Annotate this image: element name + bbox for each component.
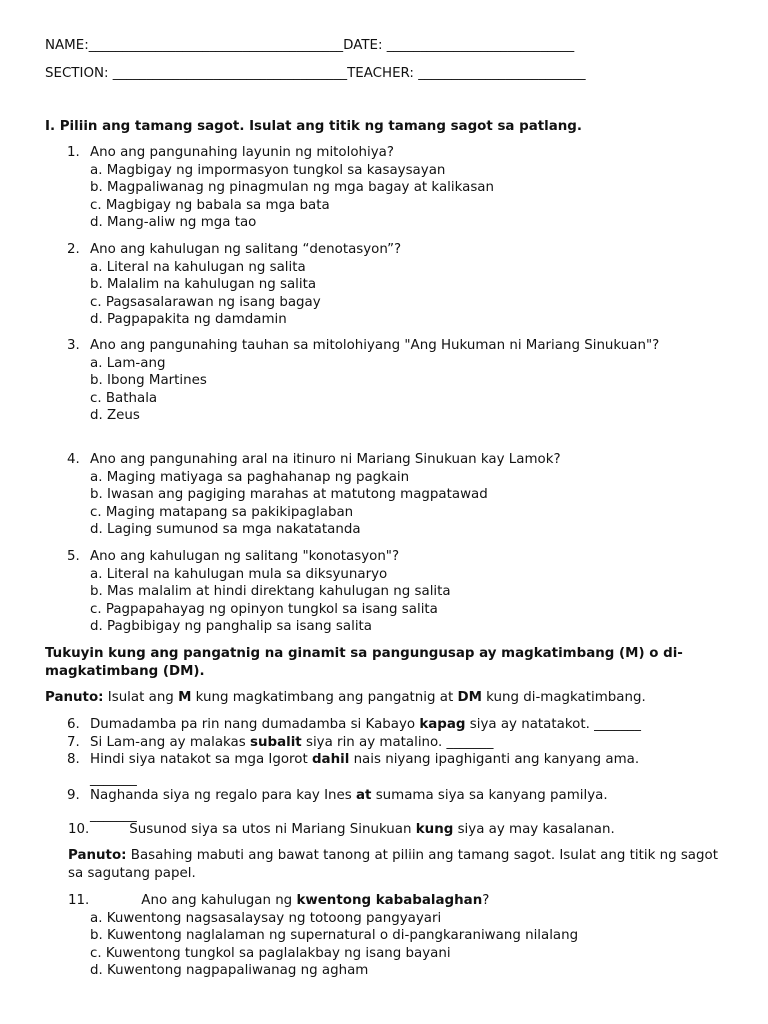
question-1 bbox=[67, 144, 730, 232]
option-b: b. Magpaliwanag ng pinagmulan ng mga bagay at kalikasan bbox=[90, 180, 494, 195]
question-stem: Ano ang pangunahing aral na itinuro ni Mariang Sinukuan kay Lamok? bbox=[90, 452, 561, 467]
item-text: Susunod siya sa utos ni Mariang Sinukuan bbox=[129, 822, 416, 837]
panuto-m: M bbox=[178, 690, 192, 705]
option-a: a. Kuwentong nagsasalaysay ng totoong pangyayari bbox=[90, 910, 442, 926]
answer-blank[interactable]: _______ bbox=[90, 771, 137, 787]
option-c: c. Bathala bbox=[90, 390, 158, 406]
item-conjunction: dahil bbox=[311, 752, 350, 767]
question-stem: Ano ang pangunahing layunin ng mitolohiya? bbox=[90, 145, 394, 160]
question-stem bbox=[68, 892, 708, 910]
option-d: d. Pagpapakita ng damdamin bbox=[90, 312, 287, 327]
item-number: 7. bbox=[67, 735, 80, 750]
question-3 bbox=[67, 337, 730, 425]
item-text: Dumadamba pa rin nang dumadamba si Kabayo bbox=[90, 717, 420, 732]
option-b: b. Mas malalim at hindi direktang kahulugan ng salita bbox=[90, 584, 451, 599]
option-d: d. Mang-aliw ng mga tao bbox=[90, 215, 257, 230]
part2-instruction: Tukuyin kung ang pangatnig na ginamit sa pangungusap ay magkatimbang (M) o di-magkatimbang (DM). bbox=[45, 646, 683, 679]
item-8 bbox=[67, 751, 730, 788]
question-number: 3. bbox=[67, 338, 80, 353]
item-9 bbox=[67, 787, 730, 824]
option-b: b. Malalim na kahulugan ng salita bbox=[90, 277, 317, 292]
question-11 bbox=[68, 892, 708, 980]
item-conjunction: kapag bbox=[419, 717, 466, 732]
item-7 bbox=[67, 734, 730, 752]
item-number: 10. bbox=[68, 822, 90, 837]
question-4 bbox=[67, 451, 730, 539]
item-6 bbox=[67, 716, 730, 734]
option-a: a. Lam-ang bbox=[90, 355, 166, 371]
question-number: 4. bbox=[67, 452, 80, 467]
option-c: c. Magbigay ng babala sa mga bata bbox=[90, 197, 330, 213]
option-c: c. Pagpapahayag ng opinyon tungkol sa isang salita bbox=[90, 601, 438, 617]
option-b: b. Ibong Martines bbox=[90, 373, 207, 388]
question-stem: Ano ang kahulugan ng salitang "konotasyon"? bbox=[90, 549, 400, 564]
question-text: ? bbox=[482, 893, 490, 908]
panuto-text: Isulat ang bbox=[103, 690, 179, 705]
item-text: Naghanda siya ng regalo para kay Ines bbox=[90, 788, 357, 803]
option-a: a. Literal na kahulugan ng salita bbox=[90, 259, 306, 275]
item-text: siya ay natatakot. _______ bbox=[465, 717, 641, 732]
item-text: Hindi siya natakot sa mga Igorot bbox=[90, 752, 312, 767]
option-c: c. Maging matapang sa pakikipaglaban bbox=[90, 504, 354, 520]
item-text: Si Lam-ang ay malakas bbox=[90, 735, 250, 750]
item-number: 6. bbox=[67, 717, 80, 732]
name-date-line: NAME:______________________________________DATE: ____________________________ bbox=[45, 38, 575, 53]
option-a: a. Maging matiyaga sa paghahanap ng pagkain bbox=[90, 469, 410, 485]
item-10 bbox=[68, 821, 708, 839]
panuto-label: Panuto: bbox=[68, 848, 127, 863]
question-keyword: kwentong kababalaghan bbox=[296, 893, 483, 908]
item-number: 8. bbox=[67, 752, 80, 767]
option-d: d. Zeus bbox=[90, 408, 140, 423]
item-conjunction: subalit bbox=[250, 735, 302, 750]
item-number: 9. bbox=[67, 788, 80, 803]
item-text: sumama siya sa kanyang pamilya. bbox=[371, 788, 608, 803]
question-number: 11. bbox=[68, 893, 90, 908]
panuto-label: Panuto: bbox=[45, 690, 104, 705]
part3-panuto bbox=[68, 847, 728, 882]
option-b: b. Iwasan ang pagiging marahas at matutong magpatawad bbox=[90, 487, 488, 502]
question-stem: Ano ang pangunahing tauhan sa mitolohiyang "Ang Hukuman ni Mariang Sinukuan"? bbox=[90, 338, 660, 353]
question-number: 2. bbox=[67, 242, 80, 257]
question-stem: Ano ang kahulugan ng salitang “denotasyon”? bbox=[90, 242, 402, 257]
question-text: Ano ang kahulugan ng bbox=[141, 893, 297, 908]
item-conjunction: kung bbox=[415, 822, 454, 837]
option-d: d. Kuwentong nagpapaliwanag ng agham bbox=[90, 963, 369, 978]
option-a: a. Literal na kahulugan mula sa diksyunaryo bbox=[90, 566, 388, 582]
panuto-text: Basahing mabuti ang bawat tanong at piliin ang tamang sagot. Isulat ang titik ng sagot sa sagutang papel. bbox=[68, 848, 718, 881]
panuto-text: kung magkatimbang ang pangatnig at bbox=[191, 690, 458, 705]
answer-blank[interactable]: _______ bbox=[90, 807, 137, 823]
question-number: 1. bbox=[67, 145, 80, 160]
question-2 bbox=[67, 241, 730, 329]
question-number: 5. bbox=[67, 549, 80, 564]
option-b: b. Kuwentong naglalaman ng supernatural o di-pangkaraniwang nilalang bbox=[90, 928, 579, 943]
option-c: c. Kuwentong tungkol sa paglalakbay ng isang bayani bbox=[90, 945, 451, 961]
item-text: siya rin ay matalino. _______ bbox=[301, 735, 494, 750]
question-5 bbox=[67, 548, 730, 636]
panuto-text: kung di-magkatimbang. bbox=[481, 690, 646, 705]
item-text: nais niyang ipaghiganti ang kanyang ama. bbox=[349, 752, 640, 767]
item-conjunction: at bbox=[356, 788, 372, 803]
panuto-dm: DM bbox=[457, 690, 482, 705]
option-a: a. Magbigay ng impormasyon tungkol sa kasaysayan bbox=[90, 162, 446, 178]
option-d: d. Laging sumunod sa mga nakatatanda bbox=[90, 522, 361, 537]
section-teacher-line: SECTION: ___________________________________TEACHER: _________________________ bbox=[45, 66, 586, 81]
item-text: siya ay may kasalanan. bbox=[453, 822, 615, 837]
part2-panuto bbox=[45, 689, 735, 707]
option-d: d. Pagbibigay ng panghalip sa isang salita bbox=[90, 619, 373, 634]
option-c: c. Pagsasalarawan ng isang bagay bbox=[90, 294, 321, 310]
part1-instruction: I. Piliin ang tamang sagot. Isulat ang titik ng tamang sagot sa patlang. bbox=[45, 119, 582, 134]
